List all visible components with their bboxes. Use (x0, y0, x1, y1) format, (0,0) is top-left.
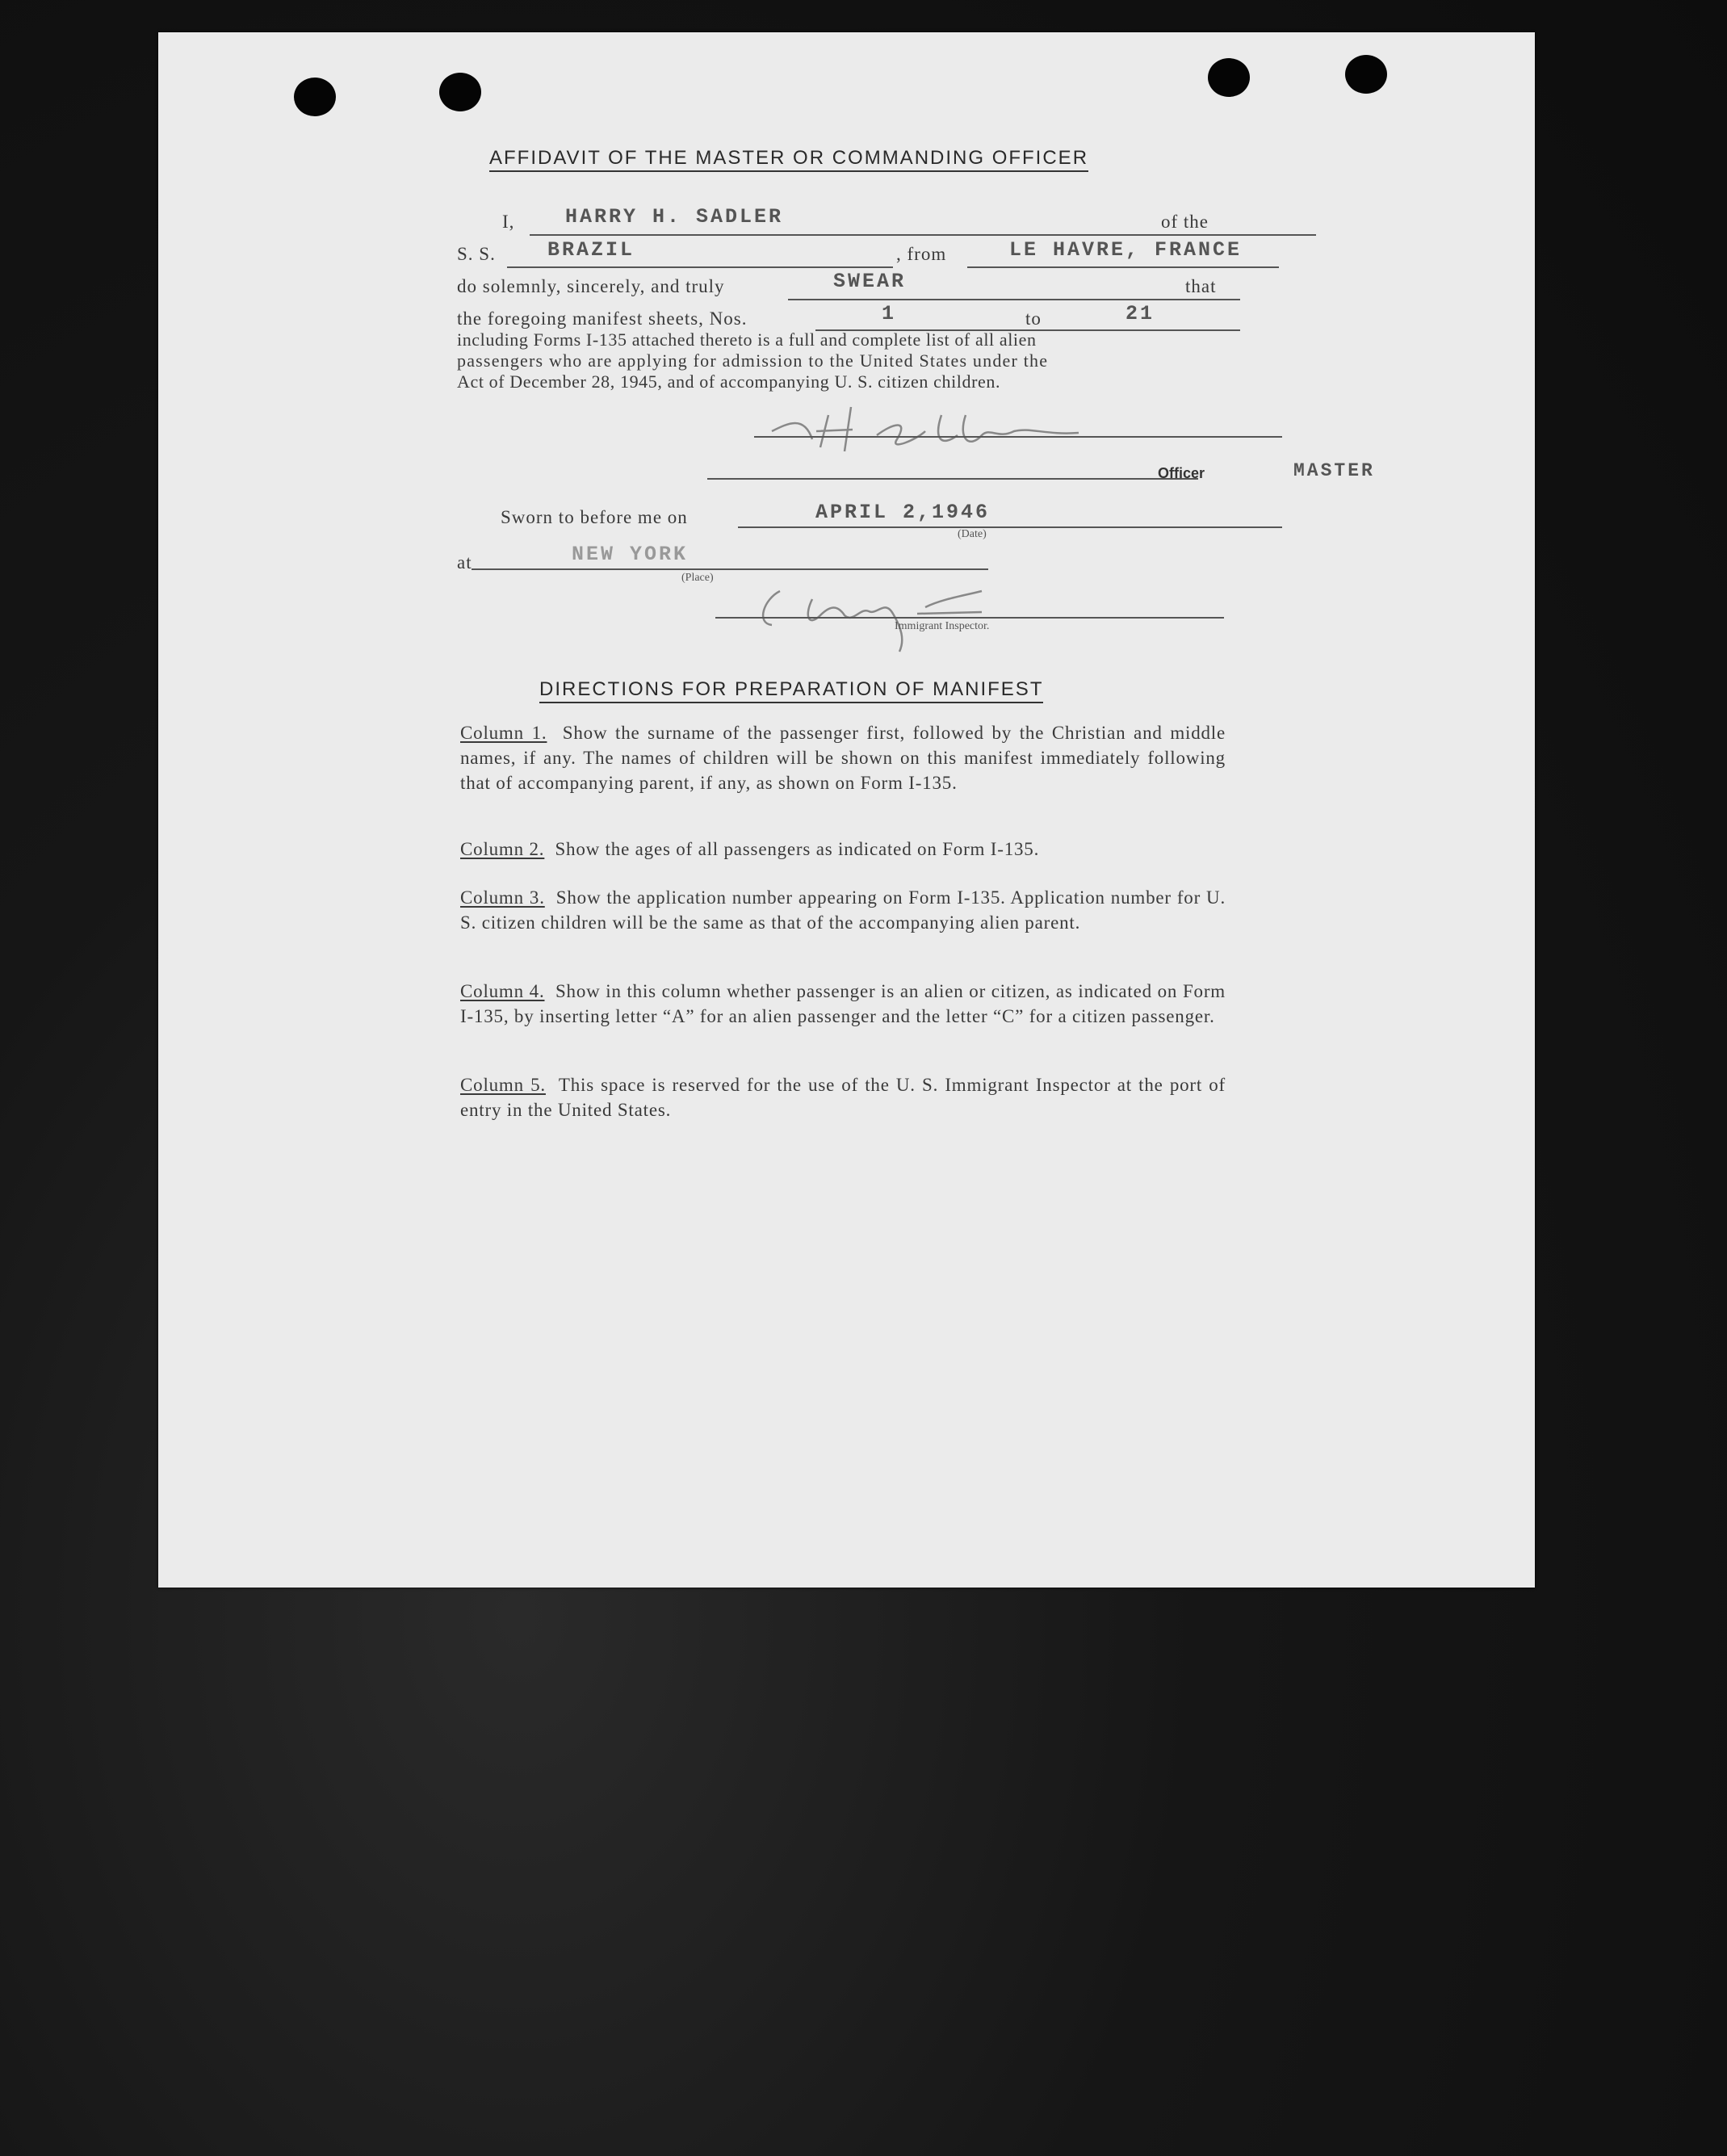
master-signature (756, 391, 1208, 463)
direction-column-3 (460, 885, 1226, 935)
direction-column-2 (460, 837, 1226, 862)
oath-rule (788, 299, 1240, 300)
direction-column-1 (460, 720, 1226, 795)
statement-line: including Forms I-135 attached thereto is a full and complete list of all alien (457, 329, 1037, 350)
from-label: , from (896, 244, 947, 264)
punch-hole (439, 73, 481, 111)
column-label: Column 3. (460, 887, 545, 908)
date-rule (738, 526, 1282, 528)
officer-rule (707, 478, 1198, 480)
direction-column-4 (460, 979, 1226, 1029)
date-caption: (Date) (958, 528, 987, 540)
ship-rule (507, 266, 893, 268)
direction-column-5 (460, 1072, 1226, 1122)
line1-suffix: of the (1161, 212, 1209, 232)
column-text: This space is reserved for the use of the U. S. Immigrant Inspector at the port of entry in the United States. (460, 1075, 1226, 1120)
column-text: Show the ages of all passengers as indicated on Form I-135. (555, 839, 1040, 859)
name-rule (530, 234, 1316, 236)
punch-hole (1208, 58, 1250, 97)
oath-word: SWEAR (833, 270, 907, 293)
place: NEW YORK (572, 543, 689, 566)
punch-hole (294, 78, 336, 116)
ship-name: BRAZIL (547, 238, 635, 262)
sheet-to: 21 (1125, 302, 1155, 325)
officer-title: MASTER (1293, 460, 1375, 481)
signature-rule (754, 436, 1282, 438)
statement-line: Act of December 28, 1945, and of accompanying U. S. citizen children. (457, 371, 1001, 392)
at-label: at (457, 552, 472, 573)
statement-line: passengers who are applying for admission to the United States under the (457, 350, 1049, 371)
column-text: Show in this column whether passenger is an alien or citizen, as indicated on Form I-135, by inserting letter “A” for an alien passenger and the letter “C” for a citizen passenger. (460, 981, 1226, 1026)
line3-suffix: that (1185, 276, 1217, 296)
column-label: Column 5. (460, 1075, 546, 1095)
column-label: Column 1. (460, 723, 547, 743)
inspector-signature (740, 567, 1046, 664)
column-label: Column 4. (460, 981, 545, 1001)
directions-title: DIRECTIONS FOR PREPARATION OF MANIFEST (539, 678, 1043, 703)
column-text: Show the application number appearing on Form I-135. Application number for U. S. citizen children will be the same as that of the accompanying alien parent. (460, 887, 1226, 933)
master-name: HARRY H. SADLER (565, 205, 784, 229)
inspector-caption: Immigrant Inspector. (895, 620, 990, 632)
column-text: Show the surname of the passenger first, followed by the Christian and middle names, if any. The names of children will be shown on this manifest immediately following that of accompanying parent, if any, as shown on Form I-135. (460, 723, 1226, 793)
punch-hole (1345, 55, 1387, 94)
line4-prefix: the foregoing manifest sheets, Nos. (457, 308, 748, 329)
ss-prefix: S. S. (457, 244, 496, 264)
line1-prefix: I, (502, 212, 515, 232)
to-label: to (1025, 308, 1042, 329)
place-caption: (Place) (681, 572, 714, 584)
sheet-to-rule (1050, 329, 1240, 331)
sheet-from: 1 (882, 302, 897, 325)
sworn-label: Sworn to before me on (501, 507, 688, 527)
sworn-date: APRIL 2,1946 (815, 501, 991, 524)
column-label: Column 2. (460, 839, 545, 859)
port-from: LE HAVRE, FRANCE (1009, 238, 1243, 262)
line3-prefix: do solemnly, sincerely, and truly (457, 276, 725, 296)
officer-label: Officer (1158, 465, 1205, 481)
affidavit-title: AFFIDAVIT OF THE MASTER OR COMMANDING OFFICER (489, 147, 1088, 172)
inspector-rule (715, 617, 1224, 619)
port-rule (967, 266, 1279, 268)
manifest-page (158, 32, 1535, 1588)
